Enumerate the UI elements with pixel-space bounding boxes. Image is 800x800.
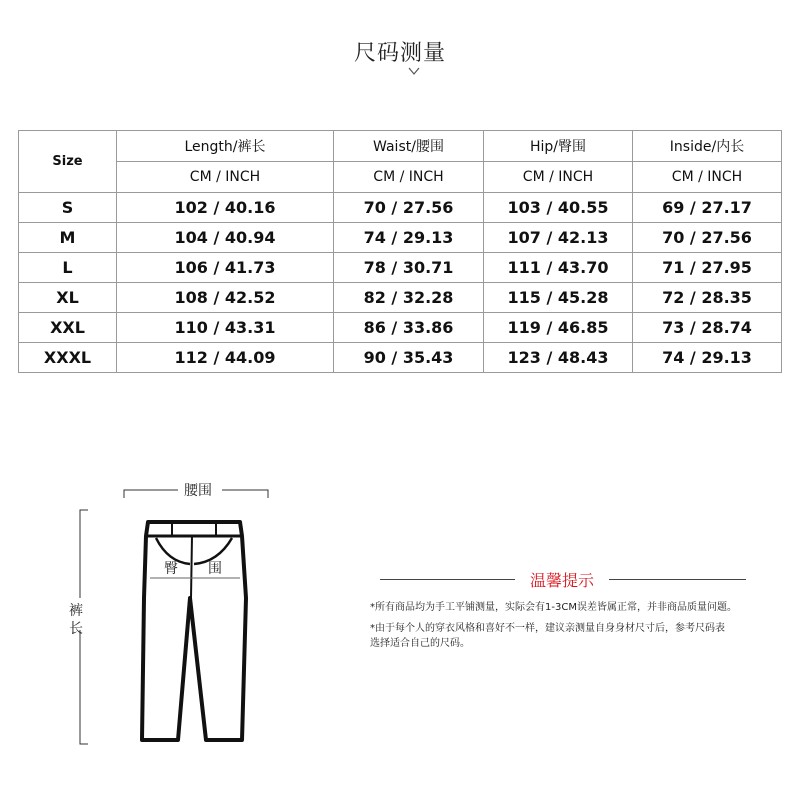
size-column-header: Size xyxy=(19,131,117,193)
table-cell: 104 / 40.94 xyxy=(117,223,334,253)
tip-line: *由于每个人的穿衣风格和喜好不一样，建议亲测量自身身材尺寸后，参考尺码表 xyxy=(370,623,725,634)
length-label-bottom: 长 xyxy=(69,621,83,637)
tip-line: 选择适合自己的尺码。 xyxy=(370,638,470,649)
table-header-row xyxy=(19,131,782,162)
table-row xyxy=(19,193,782,223)
waist-label: 腰围 xyxy=(184,483,212,499)
table-cell: 90 / 35.43 xyxy=(334,343,484,373)
table-row xyxy=(19,343,782,373)
column-header-length: Length/裤长 xyxy=(117,131,334,162)
table-cell: 70 / 27.56 xyxy=(633,223,782,253)
table-cell: 119 / 46.85 xyxy=(484,313,633,343)
size-cell: XXL xyxy=(19,313,117,343)
table-cell: 108 / 42.52 xyxy=(117,283,334,313)
column-header-waist: Waist/腰围 xyxy=(334,131,484,162)
table-cell: 106 / 41.73 xyxy=(117,253,334,283)
table-cell: 74 / 29.13 xyxy=(334,223,484,253)
table-row xyxy=(19,223,782,253)
table-cell: 112 / 44.09 xyxy=(117,343,334,373)
size-cell: XL xyxy=(19,283,117,313)
table-cell: 74 / 29.13 xyxy=(633,343,782,373)
table-cell: 71 / 27.95 xyxy=(633,253,782,283)
size-cell: M xyxy=(19,223,117,253)
table-cell: 72 / 28.35 xyxy=(633,283,782,313)
column-header-hip: Hip/臀围 xyxy=(484,131,633,162)
tips-divider-right xyxy=(609,579,746,580)
table-cell: 123 / 48.43 xyxy=(484,343,633,373)
table-unit-row xyxy=(19,162,782,193)
size-cell: XXXL xyxy=(19,343,117,373)
unit-label: CM / INCH xyxy=(117,162,334,193)
table-cell: 70 / 27.56 xyxy=(334,193,484,223)
table-cell: 102 / 40.16 xyxy=(117,193,334,223)
size-cell: S xyxy=(19,193,117,223)
table-cell: 110 / 43.31 xyxy=(117,313,334,343)
table-row xyxy=(19,283,782,313)
tip-line: *所有商品均为手工平铺测量，实际会有1-3CM误差皆属正常，并非商品质量问题。 xyxy=(370,602,737,613)
tips-divider-left xyxy=(380,579,515,580)
tips-title: 温馨提示 xyxy=(529,571,594,590)
table-cell: 115 / 45.28 xyxy=(484,283,633,313)
table-cell: 107 / 42.13 xyxy=(484,223,633,253)
table-cell: 103 / 40.55 xyxy=(484,193,633,223)
page-title: 尺码测量 xyxy=(353,41,446,66)
pants-measurement-diagram xyxy=(60,478,300,758)
unit-label: CM / INCH xyxy=(633,162,782,193)
column-header-inside: Inside/内长 xyxy=(633,131,782,162)
table-cell: 69 / 27.17 xyxy=(633,193,782,223)
table-cell: 78 / 30.71 xyxy=(334,253,484,283)
hip-label-left: 臀 xyxy=(164,561,178,577)
unit-label: CM / INCH xyxy=(334,162,484,193)
size-cell: L xyxy=(19,253,117,283)
length-label-top: 裤 xyxy=(69,603,83,619)
size-chart-table xyxy=(18,130,782,373)
unit-label: CM / INCH xyxy=(484,162,633,193)
pants-icon xyxy=(60,478,300,758)
table-cell: 86 / 33.86 xyxy=(334,313,484,343)
table-cell: 111 / 43.70 xyxy=(484,253,633,283)
hip-label-right: 围 xyxy=(208,561,222,577)
table-cell: 73 / 28.74 xyxy=(633,313,782,343)
table-row xyxy=(19,313,782,343)
table-row xyxy=(19,253,782,283)
chevron-down-icon xyxy=(408,66,420,76)
table-cell: 82 / 32.28 xyxy=(334,283,484,313)
